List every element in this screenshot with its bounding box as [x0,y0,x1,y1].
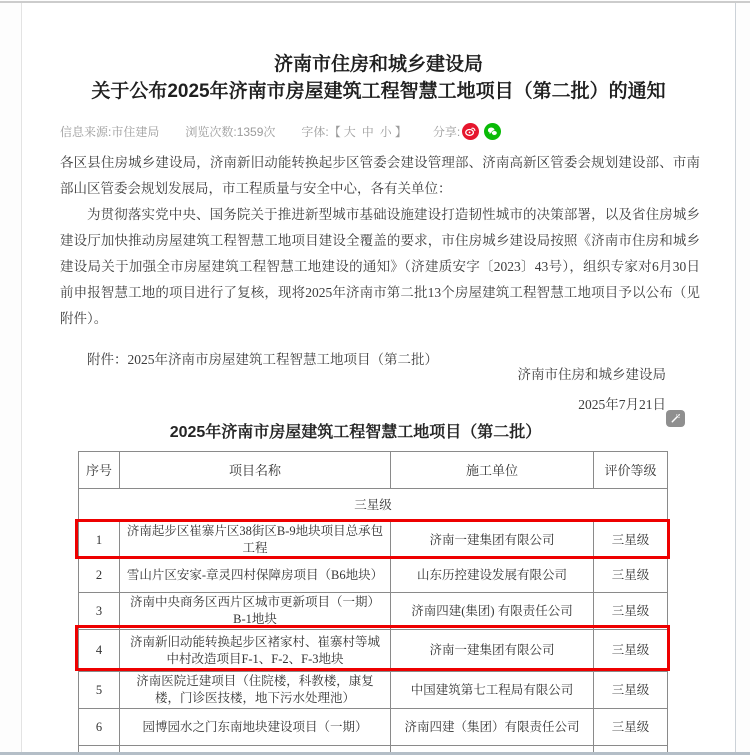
section-label-three-star: 三星级 [79,489,668,522]
cell-grade: 三星级 [594,522,668,559]
cell-grade: 三星级 [594,630,668,672]
weibo-icon[interactable] [462,123,479,140]
cell-project: 雪山片区安家-章灵四村保障房项目（B6地块） [120,559,391,593]
table-row [79,593,668,630]
meta-bar [60,121,705,141]
table-row [79,709,668,746]
share-label: 分享: [432,124,461,139]
cell-project: 济南新旧动能转换起步区褚家村、崔寨村等城中村改造项目F-1、F-2、F-3地块 [120,630,391,672]
document-title-line1: 济南市住房和城乡建设局 [273,54,483,75]
cell-grade: 三星级 [594,559,668,593]
font-size-controls [301,123,406,140]
cell-grade: 三星级 [594,672,668,709]
cell-project: 济南中央商务区西片区城市更新项目（一期）B-1地块 [120,593,391,630]
cell-index: 4 [79,630,120,672]
info-source-value: 市住建局 [111,124,160,139]
share-icon-group [462,123,501,140]
cell-index: 3 [79,593,120,630]
info-source [60,123,159,140]
cell-contractor: 济南四建（集团）有限责任公司 [391,709,594,746]
view-count [185,123,275,140]
document-body [60,150,700,373]
signature-organization: 济南市住房和城乡建设局 [517,367,666,382]
cell-contractor: 济南四建(集团) 有限责任公司 [391,593,594,630]
cell-grade: 三星级 [594,593,668,630]
view-count-label: 浏览次数: [185,124,237,139]
font-size-label: 字体: [301,124,329,139]
column-header-index: 序号 [79,452,120,489]
document-title-line2: 关于公布2025年济南市房屋建筑工程智慧工地项目（第二批）的通知 [91,81,666,102]
font-size-medium-button[interactable]: 中 [361,124,374,139]
share-controls [433,123,501,140]
font-size-bracket-close: 】 [394,124,407,139]
highlight-box-row-1 [75,519,670,559]
column-header-contractor: 施工单位 [391,452,594,489]
table-row [79,559,668,593]
wechat-icon[interactable] [484,123,501,140]
info-source-label: 信息来源: [60,124,112,139]
column-header-grade: 评价等级 [594,452,668,489]
table-row [79,672,668,709]
cell-contractor: 济南一建集团有限公司 [391,522,594,559]
cell-index: 6 [79,709,120,746]
attachment-table-image [22,409,736,752]
highlight-box-row-4 [75,625,670,671]
cell-contractor: 济南一建集团有限公司 [391,630,594,672]
signature-date: 2025年7月21日 [578,397,666,412]
document-title [22,51,735,105]
table-header-row [79,452,668,489]
attachment-table-title: 2025年济南市房屋建筑工程智慧工地项目（第二批） [169,424,542,441]
body-paragraph-recipients: 各区县住房城乡建设局，济南新旧动能转换起步区管委会建设管理部、济南高新区管委会规划建设部、市南部山区管委会规划发展局，市工程质量与安全中心，各有关单位： [60,155,700,196]
projects-table [78,451,668,752]
cell-grade: 三星级 [594,709,668,746]
cell-project: 园博园水之门东南地块建设项目（一期） [120,709,391,746]
cell-index: 1 [79,522,120,559]
font-size-large-button[interactable]: 大 [343,124,356,139]
table-section-row [79,489,668,522]
cell-project: 济南起步区崔寨片区38街区B-9地块项目总承包工程 [120,522,391,559]
cell-index: 2 [79,559,120,593]
font-size-small-button[interactable]: 小 [379,124,392,139]
body-paragraph-main: 为贯彻落实党中央、国务院关于推进新型城市基础设施建设打造韧性城市的决策部署，以及省住房城乡建设厅加快推动房屋建筑工程智慧工地项目建设全覆盖的要求，市住房城乡建设局按照《济南市住房和城乡建设局关于加强全市房屋建筑工程智慧工地建设的通知》（济建质安字〔2023〕43号），组织专家对6月30日前申报智慧工地的项目进行了复核，现将2025年济南市第二批13个房屋建筑工程智慧工地项目予以公布（见附件）。 [60,207,700,326]
cell-contractor: 山东历控建设发展有限公司 [391,559,594,593]
font-size-bracket-open: 【 [328,124,341,139]
view-count-value: 1359次 [236,124,276,139]
attachment-reference-line: 附件：2025年济南市房屋建筑工程智慧工地项目（第二批） [87,352,438,367]
notice-page [21,3,736,752]
cell-project: 济南医院迁建项目（住院楼，科教楼，康复楼，门诊医技楼，地下污水处理池） [120,672,391,709]
column-header-project: 项目名称 [120,452,391,489]
cell-contractor: 中国建筑第七工程局有限公司 [391,672,594,709]
cell-index: 5 [79,672,120,709]
